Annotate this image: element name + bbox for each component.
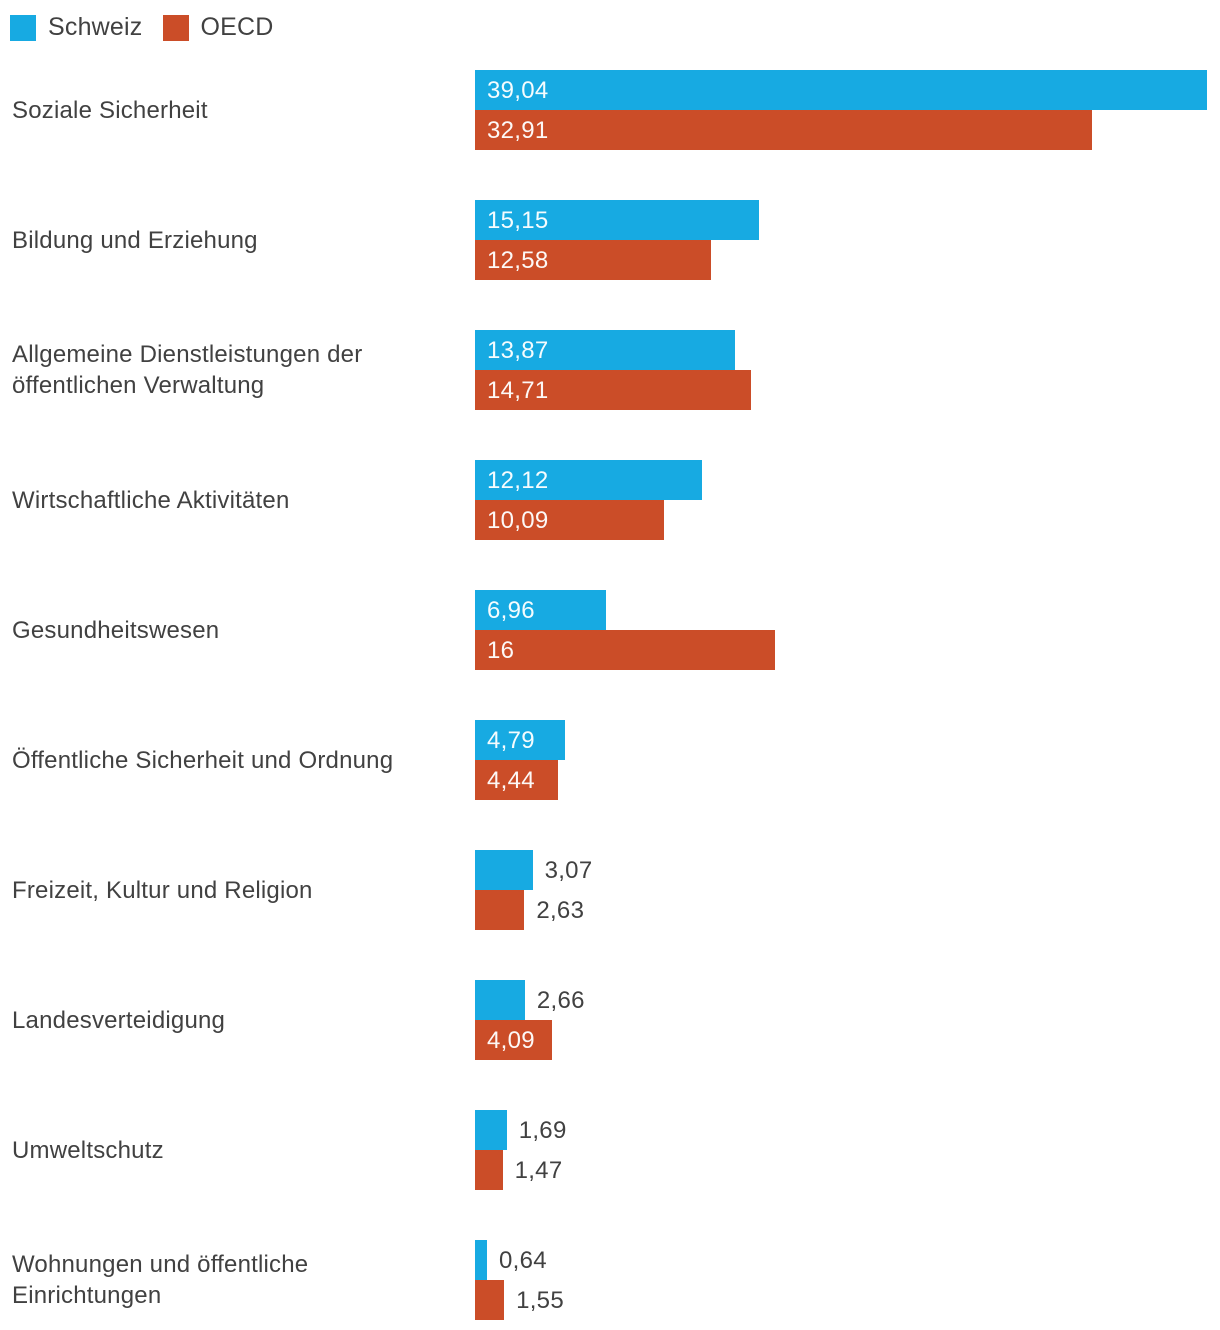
bar-group xyxy=(475,980,585,1060)
schweiz-bar xyxy=(475,1240,547,1280)
schweiz-bar xyxy=(475,850,593,890)
schweiz-value-label: 13,87 xyxy=(487,337,549,364)
category-label: Umweltschutz xyxy=(12,1136,164,1164)
chart-row xyxy=(0,720,1220,800)
oecd-value-label: 16 xyxy=(487,637,515,664)
oecd-value-label: 4,09 xyxy=(487,1027,535,1054)
chart-row xyxy=(0,980,1220,1060)
oecd-value-label: 10,09 xyxy=(487,507,549,534)
oecd-bar xyxy=(475,1280,564,1320)
bar-group xyxy=(475,850,593,930)
oecd-bar xyxy=(475,1150,563,1190)
schweiz-value-label: 3,07 xyxy=(544,857,593,884)
chart-row xyxy=(0,1110,1220,1190)
oecd-value-label: 4,44 xyxy=(487,767,535,794)
schweiz-bar xyxy=(475,980,585,1020)
bar-group xyxy=(475,1240,564,1320)
schweiz-value-label: 4,79 xyxy=(487,727,535,754)
oecd-bar xyxy=(475,500,664,540)
schweiz-bar xyxy=(475,200,759,240)
chart-row xyxy=(0,200,1220,280)
legend-label-oecd: OECD xyxy=(200,13,274,41)
category-label: Gesundheitswesen xyxy=(12,616,220,644)
category-label: Landesverteidigung xyxy=(12,1006,226,1034)
bar-group xyxy=(475,590,775,670)
oecd-bar xyxy=(475,1020,552,1060)
schweiz-bar xyxy=(475,590,606,630)
category-label: Allgemeine Dienstleistungen der öffentlichen Verwaltung xyxy=(12,341,363,399)
schweiz-value-label: 15,15 xyxy=(487,207,549,234)
bar-group xyxy=(475,200,759,280)
schweiz-value-label: 39,04 xyxy=(487,77,549,104)
chart-row xyxy=(0,70,1220,150)
oecd-value-label: 12,58 xyxy=(487,247,549,274)
legend xyxy=(10,13,274,42)
schweiz-bar xyxy=(475,1110,567,1150)
schweiz-value-label: 1,69 xyxy=(518,1117,567,1144)
legend-item-schweiz xyxy=(10,13,143,42)
chart-row xyxy=(0,850,1220,930)
category-label: Wirtschaftliche Aktivitäten xyxy=(12,486,290,514)
oecd-value-label: 1,55 xyxy=(516,1287,564,1314)
oecd-value-label: 1,47 xyxy=(514,1157,563,1184)
oecd-bar xyxy=(475,110,1092,150)
category-label: Freizeit, Kultur und Religion xyxy=(12,876,313,904)
schweiz-bar xyxy=(475,460,702,500)
category-label: Öffentliche Sicherheit und Ordnung xyxy=(12,746,394,774)
category-label: Bildung und Erziehung xyxy=(12,226,258,254)
oecd-value-label: 2,63 xyxy=(536,897,585,924)
bar-group xyxy=(475,330,751,410)
oecd-bar xyxy=(475,760,558,800)
category-label: Wohnungen und öffentliche Einrichtungen xyxy=(12,1251,309,1309)
chart-row xyxy=(0,330,1220,410)
oecd-bar xyxy=(475,890,585,930)
chart-row xyxy=(0,590,1220,670)
legend-label-schweiz: Schweiz xyxy=(48,13,143,41)
oecd-value-label: 32,91 xyxy=(487,117,549,144)
schweiz-value-label: 12,12 xyxy=(487,467,549,494)
schweiz-bar xyxy=(475,330,735,370)
oecd-bar xyxy=(475,370,751,410)
chart-row xyxy=(0,460,1220,540)
schweiz-bar xyxy=(475,70,1207,110)
bar-group xyxy=(475,70,1207,150)
category-label: Soziale Sicherheit xyxy=(12,96,208,124)
legend-item-oecd xyxy=(163,13,274,42)
schweiz-value-label: 0,64 xyxy=(499,1247,547,1274)
bar-group xyxy=(475,460,702,540)
schweiz-value-label: 2,66 xyxy=(536,987,585,1014)
schweiz-value-label: 6,96 xyxy=(487,597,535,624)
oecd-bar xyxy=(475,630,775,670)
chart-row xyxy=(0,1240,1220,1320)
oecd-bar xyxy=(475,240,711,280)
oecd-swatch-icon xyxy=(163,15,189,41)
schweiz-swatch-icon xyxy=(10,15,36,41)
oecd-value-label: 14,71 xyxy=(487,377,549,404)
bar-group xyxy=(475,720,565,800)
schweiz-bar xyxy=(475,720,565,760)
bar-group xyxy=(475,1110,567,1190)
